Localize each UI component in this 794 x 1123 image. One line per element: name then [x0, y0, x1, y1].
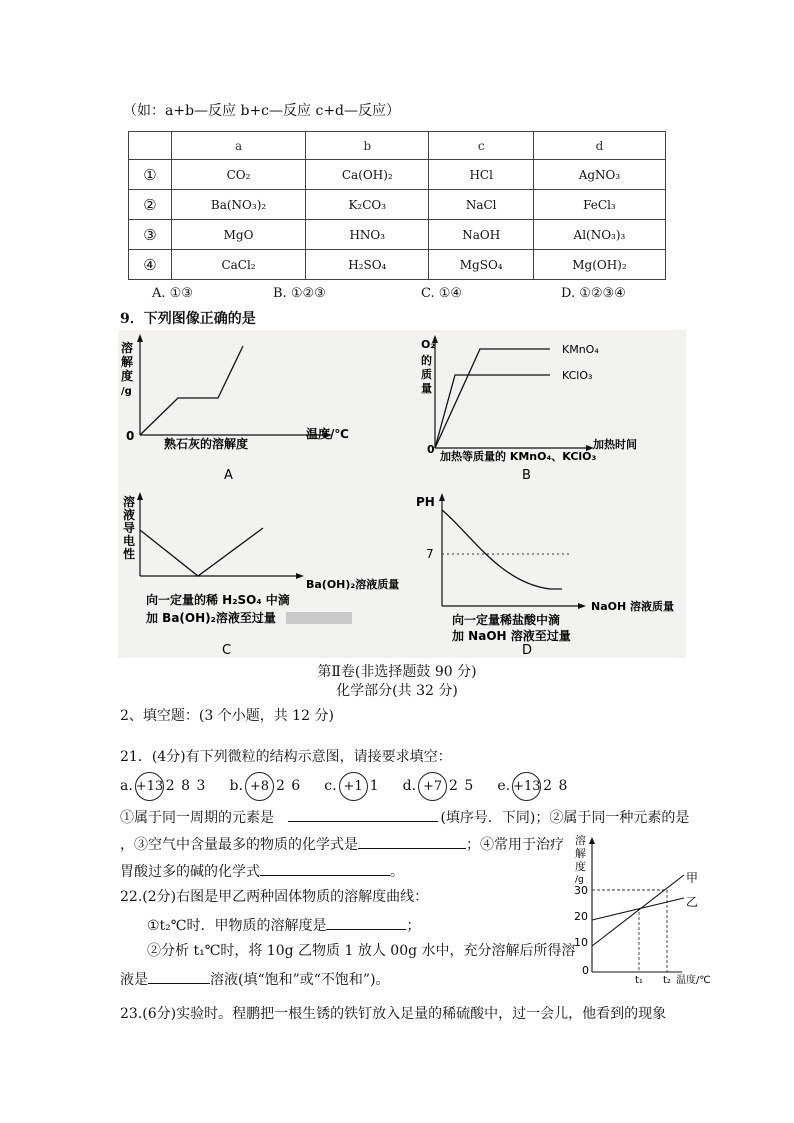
- table-cell: Ba(NO₃)₂: [172, 190, 306, 220]
- sol-jia-line: [592, 875, 684, 946]
- blank-air-formula[interactable]: [358, 833, 466, 849]
- q22-sub3: [120, 968, 390, 990]
- question23-stem: 23.(6分)实验时。程鹏把一根生锈的铁钉放入足量的稀硫酸中，过一会儿，他看到的现象: [120, 1006, 667, 1022]
- graph-b: [410, 330, 690, 485]
- graph-b-ylabel: 量: [421, 382, 432, 395]
- sol-ylabel: 溶: [575, 834, 586, 847]
- sol-ytick: 20: [574, 910, 588, 923]
- graph-d-y-arrow: [439, 493, 445, 501]
- table-cell: AgNO₃: [533, 160, 665, 190]
- option-b: B. ①②③: [273, 286, 326, 301]
- q21-line3: 胃酸过多的碱的化学式 。: [120, 860, 404, 882]
- part2-title: 第Ⅱ卷(非选择题鼓 90 分): [317, 664, 477, 680]
- q21-text: ①属于同一周期的元素是: [120, 810, 274, 826]
- q21-line2: [120, 833, 564, 855]
- q22-text: 液是: [120, 972, 148, 988]
- ion-label: e.: [497, 778, 511, 794]
- table-header-cell: d: [533, 132, 665, 160]
- graph-d-xlabel: NaOH 溶液质量: [591, 600, 675, 613]
- graph-a-caption: 熟石灰的溶解度: [164, 437, 249, 451]
- graph-c-caption2: 加 Ba(OH)₂溶液至过量: [146, 611, 276, 625]
- graph-a-ylabel: 解: [121, 355, 134, 369]
- row-label: ④: [129, 250, 172, 280]
- table-cell: CO₂: [172, 160, 306, 190]
- graph-c-xlabel: Ba(OH)₂溶液质量: [306, 578, 400, 591]
- table-cell: MgO: [172, 220, 306, 250]
- graph-a-curve: [140, 346, 243, 435]
- q22-sub1: [147, 914, 420, 936]
- graph-d-caption1: 向一定量稀盐酸中滴: [452, 613, 561, 627]
- ion-nucleus: +13: [135, 772, 164, 801]
- option-d: D. ①②③④: [561, 286, 626, 301]
- sol-xtick: t₁: [635, 975, 643, 986]
- table-cell: Mg(OH)₂: [533, 250, 665, 280]
- blank-saturation[interactable]: [148, 968, 210, 984]
- graph-c-ylabel: 导: [123, 521, 136, 535]
- table-corner: [129, 132, 172, 160]
- blank-solubility[interactable]: [326, 914, 406, 930]
- question22-stem: 22.(2分)右图是甲乙两种固体物质的溶解度曲线：: [120, 889, 429, 905]
- ion-diagrams: [120, 772, 586, 801]
- blank-antacid-formula[interactable]: [260, 860, 390, 876]
- graph-b-ylabel: O₂: [421, 338, 436, 351]
- ion-nucleus: +8: [245, 772, 274, 801]
- sol-ylabel: 度: [575, 860, 586, 873]
- q22-text: ；: [406, 918, 421, 934]
- sol-xlabel: 温度/℃: [676, 975, 711, 986]
- ion-label: d.: [402, 778, 417, 794]
- ion-nucleus: +1: [339, 772, 368, 801]
- option-a: A. ①③: [152, 286, 193, 301]
- sol-ytick: 30: [574, 884, 588, 897]
- graph-c-ylabel: 液: [123, 508, 136, 522]
- ion-shells: 2 6: [275, 778, 302, 794]
- graph-b-xlabel: 加热时间: [593, 438, 637, 451]
- ion-label: b.: [229, 778, 243, 794]
- graph-a-xlabel: 温度/℃: [306, 427, 349, 441]
- table-row: [129, 190, 666, 220]
- graph-c-ylabel: 溶: [123, 495, 136, 509]
- graph-a-ylabel: 度: [121, 369, 134, 383]
- row-label: ①: [129, 160, 172, 190]
- q22-sub2: ②分析 t₁℃时，将 10g 乙物质 1 放人 00g 水中，充分溶解后所得溶: [147, 943, 576, 959]
- table-cell: HCl: [429, 160, 533, 190]
- question8-intro: （如：a+b—反应 b+c—反应 c+d—反应）: [123, 103, 401, 119]
- graph-a-letter: A: [224, 468, 233, 483]
- graph-a: [118, 330, 398, 485]
- table-cell: K₂CO₃: [306, 190, 429, 220]
- ion-a: [120, 772, 206, 801]
- q21-text: 胃酸过多的碱的化学式: [120, 864, 260, 880]
- chem-part-title: 化学部分(共 32 分): [336, 683, 458, 699]
- ion-e: [497, 772, 568, 801]
- q22-text: ①t₂℃时．甲物质的溶解度是: [147, 918, 327, 934]
- graph-d-letter: D: [522, 643, 533, 658]
- table-cell: NaOH: [429, 220, 533, 250]
- fill-heading: 2、填空题：(3 个小题，共 12 分): [120, 708, 334, 724]
- sol-yi-line: [592, 898, 684, 920]
- sol-ytick: 10: [574, 936, 588, 949]
- sol-ylabel: 解: [575, 847, 586, 860]
- graph-d-ylabel: PH: [416, 495, 435, 509]
- table-cell: NaCl: [429, 190, 533, 220]
- ion-shells: 1: [369, 778, 380, 794]
- sol-xtick: t₂: [663, 975, 671, 986]
- sol-y-arrow: [589, 837, 595, 844]
- row-label: ②: [129, 190, 172, 220]
- q21-text: (填序号．下同)；②属于同一种元素的是: [440, 810, 690, 826]
- graph-d-curve: [442, 510, 562, 589]
- question21-stem: 21．(4分)有下列微粒的结构示意图，请接要求填空：: [120, 749, 452, 765]
- graph-c-ylabel: 电: [123, 534, 136, 548]
- table-header-cell: a: [172, 132, 306, 160]
- q22-text: 溶液(填“饱和”或“不饱和”)。: [210, 972, 390, 988]
- q21-line1: [120, 806, 689, 828]
- table-cell: FeCl₃: [533, 190, 665, 220]
- graph-c-smudge: [286, 612, 352, 624]
- table-cell: MgSO₄: [429, 250, 533, 280]
- table-header-cell: b: [306, 132, 429, 160]
- table-row: [129, 220, 666, 250]
- ion-b: [230, 772, 302, 801]
- graph-c-ylabel: 性: [123, 547, 136, 561]
- reagent-table: [128, 131, 666, 280]
- sol-jia-label: 甲: [686, 871, 699, 885]
- graph-a-origin: 0: [126, 429, 135, 443]
- graph-b-kclo3-label: KClO₃: [562, 369, 593, 382]
- row-label: ③: [129, 220, 172, 250]
- graph-d-seven: 7: [426, 547, 434, 561]
- graph-a-y-arrow: [137, 334, 143, 342]
- option-c: C. ①④: [421, 286, 463, 301]
- ion-shells: 2 8: [543, 778, 569, 794]
- solubility-graph: [572, 830, 722, 988]
- table-cell: Ca(OH)₂: [306, 160, 429, 190]
- sol-ylabel: /g: [575, 875, 584, 885]
- table-row: [129, 160, 666, 190]
- table-cell: CaCl₂: [172, 250, 306, 280]
- ion-d: [403, 772, 475, 801]
- graph-c-caption1: 向一定量的稀 H₂SO₄ 中滴: [146, 593, 290, 607]
- sol-yi-label: 乙: [686, 895, 699, 909]
- graph-c-curve: [140, 528, 263, 576]
- graph-d-caption2: 加 NaOH 溶液至过量: [452, 629, 571, 643]
- graph-b-kmno4-label: KMnO₄: [562, 343, 599, 356]
- table-cell: HNO₃: [306, 220, 429, 250]
- graph-d: [410, 488, 690, 658]
- graph-c: [118, 488, 418, 658]
- graph-a-ylabel: /g: [121, 386, 132, 397]
- graph-b-ylabel: 质: [421, 368, 432, 381]
- q21-text: ；④常用于治疗: [466, 837, 564, 853]
- graph-c-x-arrow: [296, 573, 304, 579]
- graph-b-kmno4-line: [435, 349, 550, 448]
- graph-b-origin: 0: [427, 443, 435, 456]
- graph-b-ylabel: 的: [421, 354, 432, 367]
- graph-d-x-arrow: [578, 603, 586, 609]
- blank-same-period[interactable]: [288, 806, 438, 822]
- graph-c-y-arrow: [137, 492, 143, 500]
- graph-b-letter: B: [522, 468, 531, 483]
- graph-b-caption: 加热等质量的 KMnO₄、KClO₃: [440, 450, 597, 463]
- ion-shells: 2 8 3: [165, 778, 207, 794]
- table-header-cell: c: [429, 132, 533, 160]
- table-cell: Al(NO₃)₃: [533, 220, 665, 250]
- question9-stem: 9．下列图像正确的是: [120, 311, 256, 327]
- table-header-row: [129, 132, 666, 160]
- graph-c-letter: C: [222, 643, 232, 658]
- q21-text: ，③空气中含量最多的物质的化学式是: [120, 837, 358, 853]
- graph-a-ylabel: 溶: [121, 341, 134, 355]
- ion-label: a.: [120, 778, 133, 794]
- ion-label: c.: [324, 778, 337, 794]
- ion-nucleus: +7: [418, 772, 447, 801]
- table-cell: H₂SO₄: [306, 250, 429, 280]
- ion-shells: 2 5: [449, 778, 475, 794]
- table-row: [129, 250, 666, 280]
- ion-c: [324, 772, 379, 801]
- ion-nucleus: +13: [512, 772, 541, 801]
- sol-ytick: 0: [582, 964, 589, 977]
